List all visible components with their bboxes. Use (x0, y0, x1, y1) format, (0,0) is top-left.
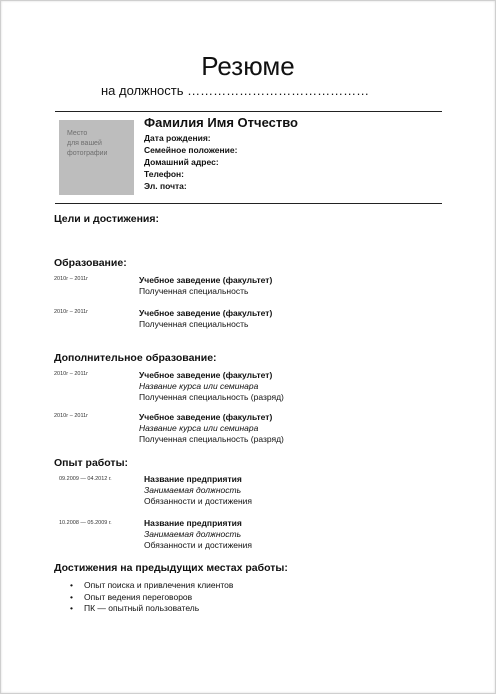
birth-date-label: Дата рождения: (144, 133, 211, 143)
bullet-icon: • (70, 580, 73, 590)
experience-entry (144, 474, 252, 507)
education-entry (139, 275, 272, 297)
institution-name: Учебное заведение (факультет) (139, 370, 273, 380)
bottom-divider (55, 203, 442, 204)
job-duties: Обязанности и достижения (144, 540, 253, 550)
specialty: Полученная специальность (разряд) (139, 434, 284, 444)
position-line: на должность …………………………………… (101, 83, 370, 98)
education-dates: 2010г – 2011г (54, 276, 89, 282)
achievements-heading: Достижения на предыдущих местах работы: (54, 562, 288, 574)
institution-name: Учебное заведение (факультет) (139, 308, 273, 318)
list-item (70, 580, 233, 592)
specialty: Полученная специальность (разряд) (139, 392, 284, 402)
experience-dates: 10.2008 — 05.2009 г. (59, 520, 112, 526)
company-name: Название предприятия (144, 518, 242, 528)
education-dates: 2010г – 2011г (54, 309, 89, 315)
marital-status-label: Семейное положение: (144, 145, 238, 155)
photo-placeholder (59, 120, 134, 195)
photo-placeholder-text: фотографии (67, 150, 108, 157)
full-name: Фамилия Имя Отчество (144, 115, 298, 130)
photo-placeholder-text: Место (67, 130, 88, 137)
job-duties: Обязанности и достижения (144, 496, 253, 506)
achievements-list (70, 580, 233, 615)
additional-education-heading: Дополнительное образование: (54, 352, 217, 364)
achievement-text: ПК — опытный пользователь (84, 603, 200, 613)
resume-title: Резюме (201, 51, 295, 81)
achievement-text: Опыт ведения переговоров (84, 591, 193, 602)
email-label: Эл. почта: (144, 181, 187, 191)
company-name: Название предприятия (144, 474, 242, 484)
additional-education-dates: 2010г – 2011г (54, 413, 89, 419)
institution-name: Учебное заведение (факультет) (139, 412, 273, 422)
institution-name: Учебное заведение (факультет) (139, 275, 273, 285)
additional-education-entry (139, 370, 284, 403)
photo-placeholder-text: для вашей (67, 140, 102, 147)
specialty: Полученная специальность (139, 286, 249, 296)
list-item (70, 592, 233, 604)
additional-education-dates: 2010г – 2011г (54, 371, 89, 377)
phone-label: Телефон: (144, 169, 184, 179)
job-position: Занимаемая должность (144, 529, 242, 539)
specialty: Полученная специальность (139, 319, 249, 329)
goals-heading: Цели и достижения: (54, 213, 159, 225)
achievement-text: Опыт поиска и привлечения клиентов (84, 580, 234, 590)
list-item (70, 603, 233, 615)
course-name: Название курса или семинара (139, 423, 259, 433)
home-address-label: Домашний адрес: (144, 157, 219, 167)
job-position: Занимаемая должность (144, 485, 242, 495)
experience-entry (144, 518, 252, 551)
education-entry (139, 308, 272, 330)
experience-heading: Опыт работы: (54, 457, 129, 469)
bullet-icon: • (70, 591, 73, 602)
experience-dates: 09.2009 — 04.2012 г. (59, 476, 112, 482)
additional-education-entry (139, 412, 284, 445)
top-divider (55, 111, 442, 112)
course-name: Название курса или семинара (139, 381, 259, 391)
education-heading: Образование: (54, 257, 127, 269)
bullet-icon: • (70, 603, 73, 613)
personal-details (144, 132, 237, 192)
